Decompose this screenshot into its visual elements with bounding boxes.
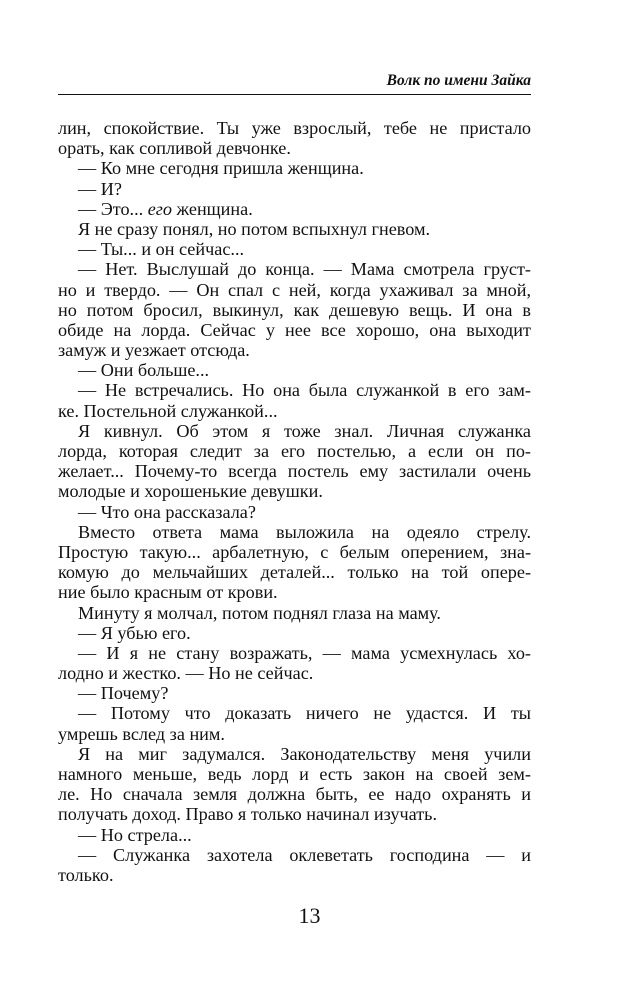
text-line: комую до мельчайших деталей... только на той опере- [58,562,531,583]
text-line: ле. Но сначала земля должна быть, ее надо охранять и [58,784,531,805]
text-line: ние было красным от крови. [58,582,278,603]
text-fragment: женщина. [172,198,253,219]
text-line: — Ты... и он сейчас... [78,239,245,260]
text-line: умрешь вслед за ним. [58,723,225,744]
text-line: — Потому что доказать ничего не удастся. И ты [78,703,531,724]
text-line: Простую такую... арбалетную, с белым оперением, зна- [58,541,531,562]
text-line: лорда, которая следит за его постелью, а если он по- [58,441,531,461]
text-fragment: — Это... [78,198,148,219]
text-line: — И я не стану возражать, — мама усмехнулась хо- [78,642,531,663]
text-line: ке. Постельной служанкой... [58,400,278,421]
text-line: Я на миг задумался. Законодательству меня учили [78,743,531,764]
text-line: — Не встречались. Но она была служанкой в его зам- [78,380,531,401]
header-divider [58,94,531,95]
text-line: Я не сразу понял, но потом вспыхнул гневом. [78,218,431,239]
text-line: — Ко мне сегодня пришла женщина. [78,158,364,179]
text-line: получать доход. Право я только начинал изучать. [58,804,438,825]
text-line: замуж и уезжает отсюда. [58,340,250,361]
text-line: Минуту я молчал, потом поднял глаза на маму. [78,602,441,623]
italic-emphasis: его [147,198,172,219]
page-number: 13 [298,903,321,928]
text-line: намного меньше, ведь лорд и есть закон на своей зем- [58,764,531,784]
text-line: — Но стрела... [78,824,192,845]
text-line: обиде на лорда. Сейчас у нее все хорошо, она выходит [58,319,531,340]
text-line [58,199,531,219]
text-line: — Почему? [78,683,169,704]
text-line: — И? [78,178,122,199]
text-line: орать, как сопливой девчонке. [58,138,291,159]
text-line: — Служанка захотела оклеветать господина — и [78,844,531,865]
text-line: Я кивнул. Об этом я тоже знал. Личная служанка [78,420,531,441]
text-line: — Что она рассказала? [78,501,256,522]
running-header-title: Волк по имени Зайка [386,72,531,89]
text-line: лодно и жестко. — Но не сейчас. [58,663,314,684]
text-line: но потом бросил, выкинул, как дешевую вещь. И она в [58,299,531,320]
text-line: — Я убью его. [78,622,191,643]
text-line: молодые и хорошенькие девушки. [58,481,323,502]
text-line: — Они больше... [78,360,210,381]
text-line: только. [58,864,114,885]
text-line: но и твердо. — Он спал с ней, когда ухаживал за мной, [58,279,531,300]
page-body-text [58,118,531,885]
text-line: Вместо ответа мама выложила на одеяло стрелу. [78,521,531,542]
text-line: — Нет. Выслушай до конца. — Мама смотрела груст- [78,259,531,280]
text-line: лин, спокойствие. Ты уже взрослый, тебе не пристало [58,118,531,138]
text-line: желает... Почему-то всегда постель ему застилали очень [58,461,531,482]
